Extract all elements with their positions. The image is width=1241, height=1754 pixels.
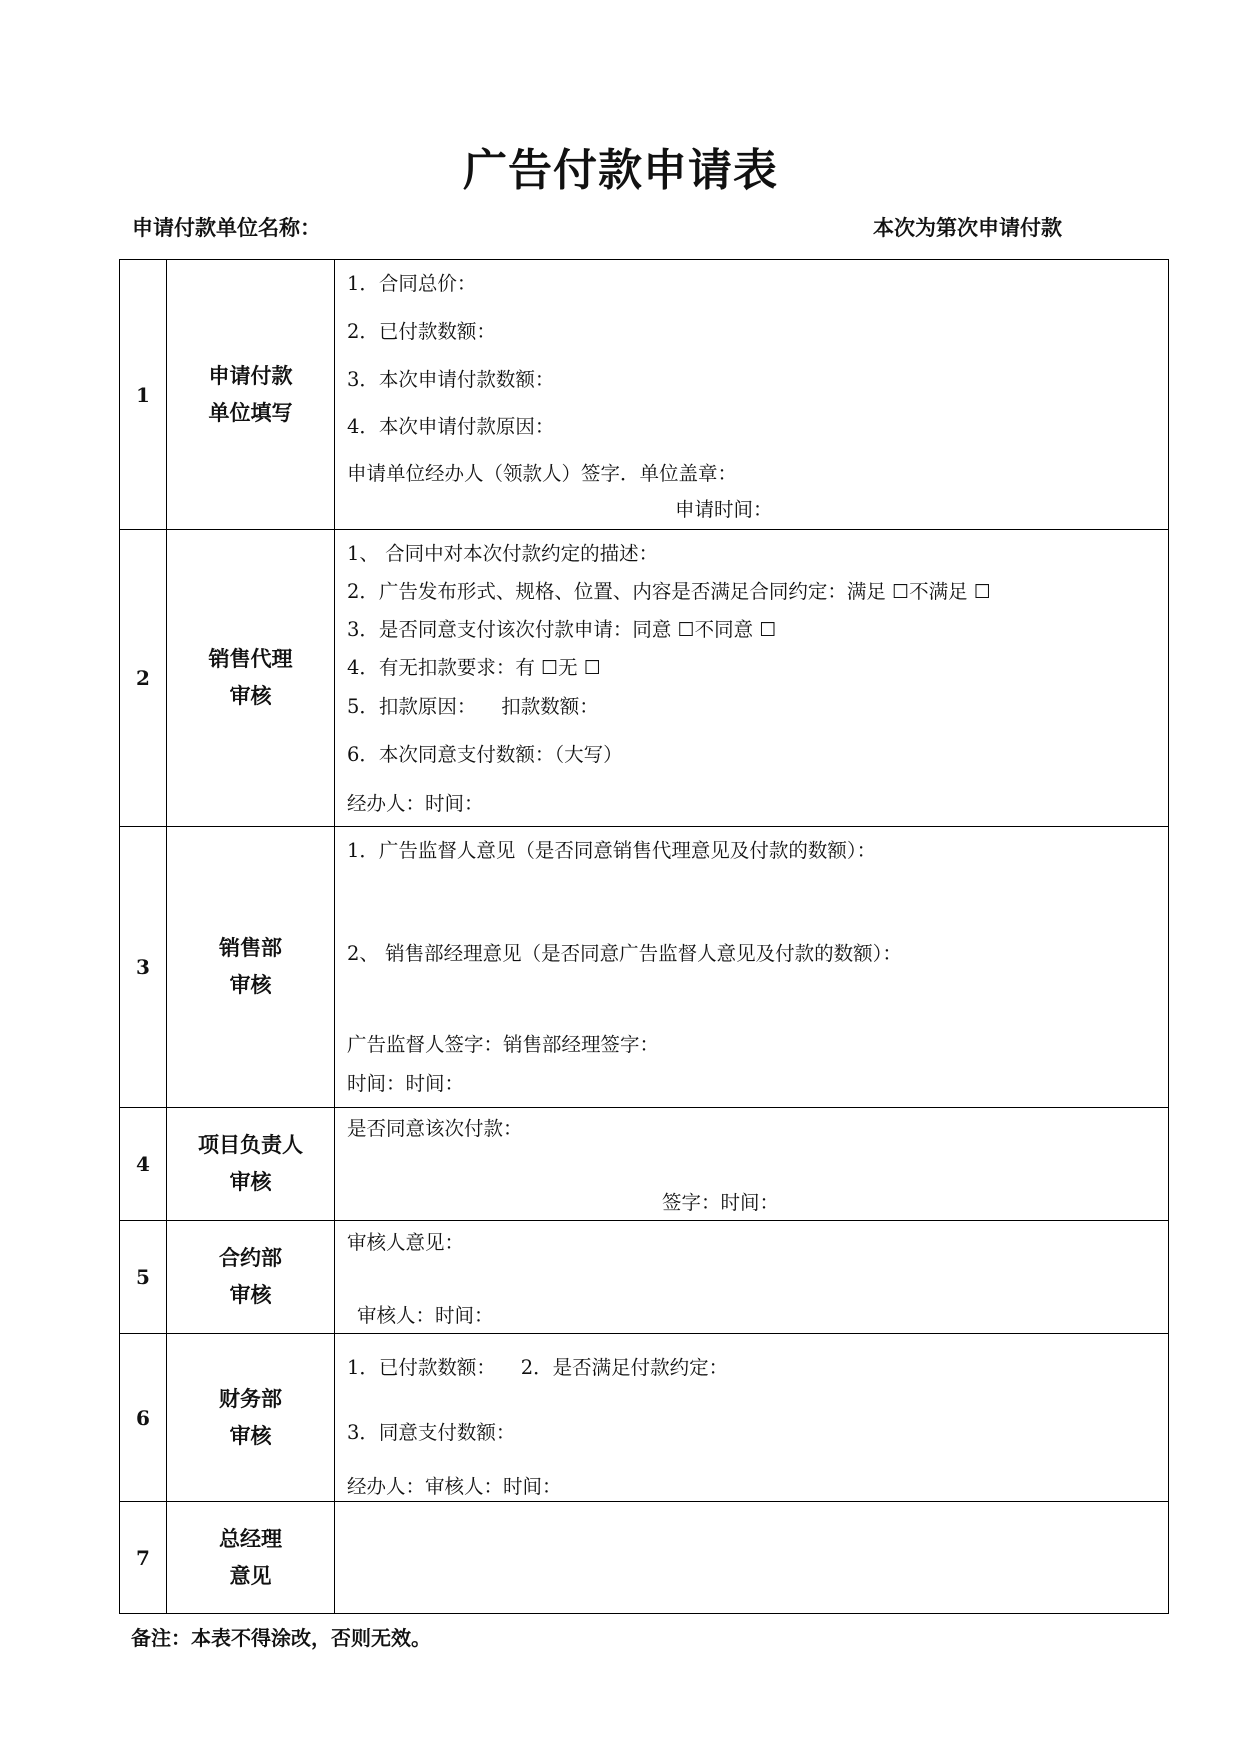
agreed-amount-field: 6．本次同意支付数额：（大写）: [347, 743, 623, 766]
table-row-general-manager: [120, 1502, 1169, 1614]
handler-reviewer-time-field: 经办人：审核人：时间：: [347, 1475, 562, 1498]
checkbox-icon[interactable]: ☐: [583, 657, 601, 679]
sign-time-field: 签字：时间：: [662, 1191, 780, 1214]
section-content: [335, 260, 1169, 530]
section-content: [335, 1108, 1169, 1221]
table-row-sales-dept: [120, 827, 1169, 1108]
row-number: 7: [120, 1502, 167, 1614]
section-label: 合约部 审核: [167, 1221, 335, 1334]
section-content: [335, 1502, 1169, 1614]
footnote: 备注：本表不得涂改，否则无效。: [131, 1626, 431, 1650]
section-label: 项目负责人 审核: [167, 1108, 335, 1221]
deduction-reason-field: 5．扣款原因： 扣款数额：: [347, 695, 599, 718]
approve-payment-field: 是否同意该次付款：: [347, 1117, 523, 1140]
signature-seal-field: 申请单位经办人（领款人）签字．单位盖章：: [347, 462, 738, 485]
ad-compliance-field: 2．广告发布形式、规格、位置、内容是否满足合同约定：满足 ☐不满足 ☐: [347, 580, 991, 603]
section-label: 财务部 审核: [167, 1334, 335, 1502]
row-number: 6: [120, 1334, 167, 1502]
page-title: 广告付款申请表: [463, 145, 778, 196]
checkbox-icon[interactable]: ☐: [973, 581, 991, 603]
row-number: 1: [120, 260, 167, 530]
payment-form-table: [119, 259, 1169, 1614]
section-label: 总经理 意见: [167, 1502, 335, 1614]
section-label: 销售部 审核: [167, 827, 335, 1108]
request-time-field: 申请时间：: [675, 498, 773, 521]
checkbox-icon[interactable]: ☐: [541, 657, 559, 679]
table-row-contract-dept: [120, 1221, 1169, 1334]
table-row-project-lead: [120, 1108, 1169, 1221]
section-content: [335, 1221, 1169, 1334]
agree-payment-field: 3．是否同意支付该次付款申请：同意 ☐不同意 ☐: [347, 618, 777, 641]
signature-times-field: 时间：时间：: [347, 1072, 465, 1095]
agreed-pay-amount-field: 3．同意支付数额：: [347, 1421, 516, 1444]
applicant-unit-label: 申请付款单位名称：: [132, 216, 321, 240]
section-content: [335, 530, 1169, 827]
row-number: 4: [120, 1108, 167, 1221]
checkbox-icon[interactable]: ☐: [677, 619, 695, 641]
checkbox-icon[interactable]: ☐: [759, 619, 777, 641]
row-number: 3: [120, 827, 167, 1108]
table-row-applicant: [120, 260, 1169, 530]
checkbox-icon[interactable]: ☐: [892, 581, 910, 603]
signatures-field: 广告监督人签字：销售部经理签字：: [347, 1033, 660, 1056]
table-row-sales-agent: [120, 530, 1169, 827]
section-label: 申请付款 单位填写: [167, 260, 335, 530]
contract-terms-field: 1、 合同中对本次付款约定的描述：: [347, 542, 659, 565]
request-reason-field: 4．本次申请付款原因：: [347, 415, 555, 438]
deduction-required-field: 4．有无扣款要求：有 ☐无 ☐: [347, 656, 601, 679]
request-amount-field: 3．本次申请付款数额：: [347, 368, 555, 391]
contract-total-field: 1．合同总价：: [347, 272, 477, 295]
reviewer-opinion-field: 审核人意见：: [347, 1231, 465, 1254]
paid-and-terms-field: 1．已付款数额： 2．是否满足付款约定：: [347, 1356, 729, 1379]
reviewer-time-field: 审核人：时间：: [357, 1304, 494, 1327]
paid-amount-field: 2．已付款数额：: [347, 320, 496, 343]
handler-time-field: 经办人：时间：: [347, 792, 484, 815]
section-content: [335, 827, 1169, 1108]
ad-supervisor-opinion-field: 1．广告监督人意见（是否同意销售代理意见及付款的数额）：: [347, 839, 877, 862]
section-label: 销售代理 审核: [167, 530, 335, 827]
row-number: 5: [120, 1221, 167, 1334]
row-number: 2: [120, 530, 167, 827]
sales-manager-opinion-field: 2、 销售部经理意见（是否同意广告监督人意见及付款的数额）：: [347, 942, 902, 965]
table-row-finance-dept: [120, 1334, 1169, 1502]
application-count-label: 本次为第次申请付款: [873, 216, 1062, 240]
section-content: [335, 1334, 1169, 1502]
